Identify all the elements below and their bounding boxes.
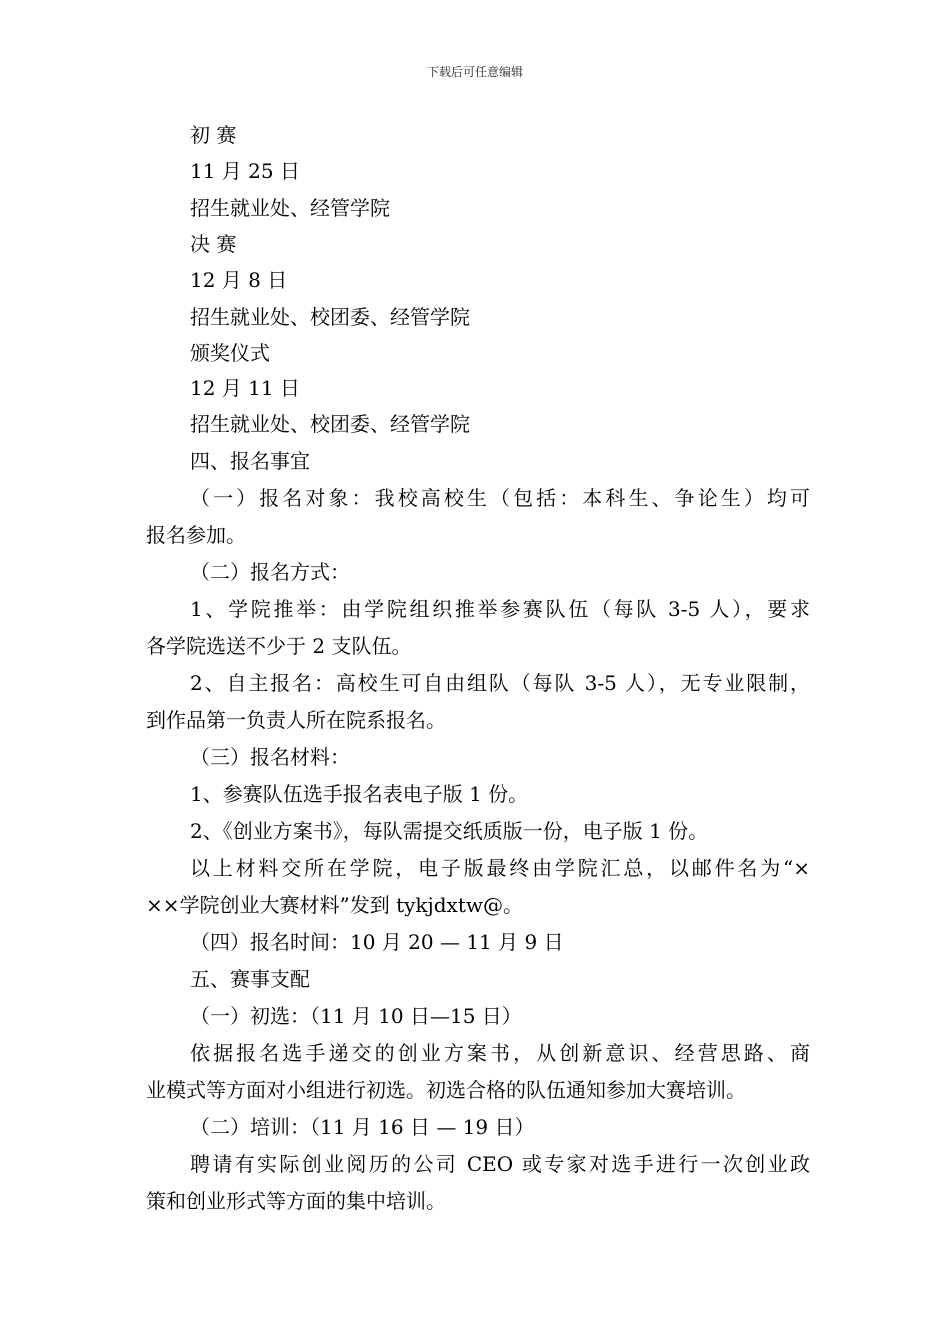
paragraph-line: 各学院选送不少于 2 支队伍。 (146, 634, 412, 658)
paragraph-line: 2、《创业方案书》，每队需提交纸质版一份，电子版 1 份。 (190, 819, 709, 843)
document-body (146, 118, 810, 1220)
schedule-organizer-final: 招生就业处、校团委、经管学院 (190, 305, 470, 329)
subheading-registration-materials: （三）报名材料： (190, 745, 350, 769)
subheading-preselection: （一）初选：（11 月 10 日—15 日） (190, 1004, 522, 1028)
paragraph-line: 以上材料交所在学院，电子版最终由学院汇总，以邮件名为“× (190, 856, 810, 880)
schedule-organizer-preliminary: 招生就业处、经管学院 (190, 196, 390, 220)
schedule-date-final: 12 月 8 日 (190, 268, 288, 292)
paragraph-line: 报名参加。 (146, 523, 246, 547)
paragraph-line: 到作品第一负责人所在院系报名。 (146, 708, 446, 732)
paragraph-line: （一）报名对象：我校高校生（包括：本科生、争论生）均可 (190, 486, 810, 510)
schedule-stage-award: 颁奖仪式 (190, 341, 270, 365)
paragraph-line: 2、自主报名：高校生可自由组队（每队 3-5 人），无专业限制， (190, 671, 810, 695)
paragraph-line: 1、参赛队伍选手报名表电子版 1 份。 (190, 782, 529, 806)
subheading-registration-method: （二）报名方式： (190, 560, 350, 584)
section-heading-arrangement: 五、赛事支配 (190, 967, 310, 991)
schedule-organizer-award: 招生就业处、校团委、经管学院 (190, 412, 470, 436)
paragraph-line: 1、学院推举：由学院组织推举参赛队伍（每队 3-5 人），要求 (190, 597, 810, 621)
subheading-registration-time: （四）报名时间：10 月 20 — 11 月 9 日 (190, 930, 564, 954)
subheading-training: （二）培训：（11 月 16 日 — 19 日） (190, 1115, 535, 1139)
schedule-date-preliminary: 11 月 25 日 (190, 159, 300, 183)
schedule-stage-final: 决 赛 (190, 232, 237, 256)
paragraph-line: ××学院创业大赛材料”发到 tykjdxtw@。 (146, 893, 523, 917)
section-heading-registration: 四、报名事宜 (190, 449, 310, 473)
schedule-date-award: 12 月 11 日 (190, 376, 300, 400)
page-header: 下载后可任意编辑 (426, 65, 523, 79)
schedule-stage-preliminary: 初 赛 (190, 123, 237, 147)
paragraph-line: 业模式等方面对小组进行初选。初选合格的队伍通知参加大赛培训。 (146, 1078, 746, 1102)
paragraph-line: 依据报名选手递交的创业方案书，从创新意识、经营思路、商 (190, 1041, 810, 1065)
paragraph-line: 策和创业形式等方面的集中培训。 (146, 1189, 446, 1213)
paragraph-line: 聘请有实际创业阅历的公司 CEO 或专家对选手进行一次创业政 (190, 1152, 810, 1176)
